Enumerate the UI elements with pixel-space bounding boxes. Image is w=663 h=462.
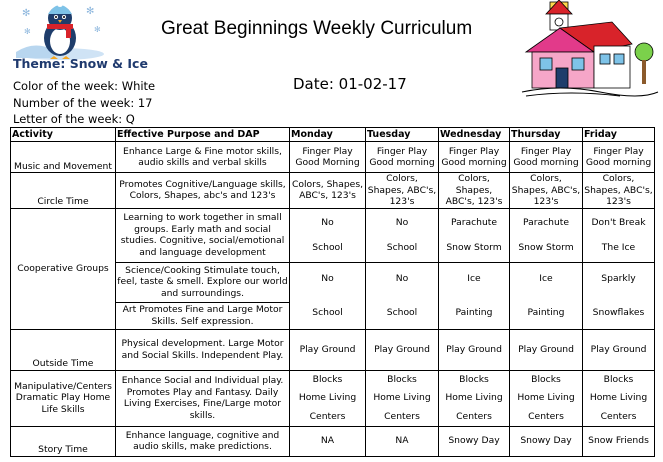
cell-line: Home Living (589, 392, 648, 404)
svg-text:✻: ✻ (24, 27, 31, 36)
curriculum-table (10, 127, 655, 457)
cell-line: Parachute (450, 216, 498, 228)
number-of-week: Number of the week: 17 (13, 96, 153, 110)
cell-line: Centers (456, 410, 492, 422)
day-cell: Colors, Shapes, ABC's, 123's (290, 173, 366, 209)
cell-line: Don't Break (591, 216, 646, 228)
activity-cell: Music and Movement (11, 142, 116, 173)
day-cell (439, 208, 510, 262)
day-cell (583, 208, 655, 262)
cell-line: No (321, 273, 334, 284)
cell-line: Blocks (312, 373, 343, 385)
cell-line: Snow Storm (518, 242, 574, 253)
cell-line: Blocks (531, 373, 561, 385)
cell-line: No (395, 273, 409, 284)
cell-line: Centers (309, 410, 346, 422)
day-cell: Finger Play Good morning (439, 142, 510, 173)
day-cell: Snow Friends (583, 426, 655, 456)
day-cell: Colors, Shapes, ABC's, 123's (439, 173, 510, 209)
day-cell (290, 208, 366, 262)
purpose-cell: Learning to work together in small groups. Early math and social studies. Cognitive, social/emotional and language development (116, 208, 290, 262)
cell-line: Centers (600, 410, 637, 422)
header-friday: Friday (583, 128, 655, 142)
day-cell (510, 262, 583, 329)
cell-line: Home Living (373, 392, 431, 404)
day-cell (366, 208, 439, 262)
day-cell: Play Ground (583, 329, 655, 370)
day-cell (583, 370, 655, 426)
table-row (11, 329, 655, 370)
day-cell (583, 262, 655, 329)
day-cell (290, 370, 366, 426)
cell-line: School (386, 242, 418, 253)
day-cell (510, 370, 583, 426)
cell-line: Ice (539, 273, 553, 284)
activity-cell: Cooperative Groups (11, 208, 116, 329)
svg-text:✻: ✻ (22, 8, 31, 19)
day-cell: Finger Play Good morning (583, 142, 655, 173)
purpose-cell: Enhance Social and Individual play. Promotes Play and Fantasy. Daily Living Exercises, Fine/Large motor skills. (116, 370, 290, 426)
purpose-cell: Enhance language, cognitive and audio skills, make predictions. (116, 426, 290, 456)
cell-line: Home Living (298, 392, 357, 404)
svg-text:✻: ✻ (86, 6, 95, 17)
cell-line: No (321, 216, 334, 228)
color-of-week: Color of the week: White (13, 79, 156, 93)
day-cell: Play Ground (366, 329, 439, 370)
cell-line: Home Living (517, 392, 575, 404)
purpose-cell: Science/Cooking Stimulate touch, feel, taste & smell. Explore our world and surroundings. (116, 262, 290, 302)
table-row (11, 142, 655, 173)
day-cell (290, 262, 366, 329)
schoolhouse-clipart (520, 0, 660, 100)
cell-line: No (395, 216, 409, 228)
header-row (11, 128, 655, 142)
day-cell: Snowy Day (510, 426, 583, 456)
day-cell: NA (366, 426, 439, 456)
activity-cell: Manipulative/Centers Dramatic Play Home Life Skills (11, 370, 116, 426)
day-cell (439, 262, 510, 329)
day-cell (510, 208, 583, 262)
penguin-clipart (14, 2, 106, 60)
cell-line: Blocks (603, 373, 634, 385)
cell-line: School (386, 306, 418, 318)
page-title: Great Beginnings Weekly Curriculum (161, 18, 473, 39)
header-activity: Activity (11, 128, 116, 142)
day-cell (366, 370, 439, 426)
purpose-cell: Physical development. Large Motor and Social Skills. Independent Play. (116, 329, 290, 370)
header-thursday: Thursday (510, 128, 583, 142)
day-cell (439, 370, 510, 426)
cell-line: Snow Storm (446, 242, 502, 253)
day-cell: Finger Play Good morning (366, 142, 439, 173)
day-cell (366, 262, 439, 329)
cell-line: Ice (467, 273, 481, 284)
day-cell: Play Ground (290, 329, 366, 370)
header-wednesday: Wednesday (439, 128, 510, 142)
day-cell: Colors, Shapes, ABC's, 123's (510, 173, 583, 209)
letter-of-week: Letter of the week: Q (13, 112, 135, 126)
day-cell: Finger Play Good Morning (290, 142, 366, 173)
day-cell: Play Ground (439, 329, 510, 370)
table-row (11, 208, 655, 262)
cell-line: Painting (527, 306, 565, 318)
day-cell: Colors, Shapes, ABC's, 123's (366, 173, 439, 209)
cell-line: Sparkly (601, 273, 636, 284)
activity-cell: Story Time (11, 426, 116, 456)
cell-line: Centers (528, 410, 564, 422)
purpose-cell: Art Promotes Fine and Large Motor Skills. Self expression. (116, 302, 290, 329)
svg-text:✻: ✻ (94, 25, 101, 34)
cell-line: School (312, 306, 343, 318)
cell-line: Painting (455, 306, 493, 318)
date-label: Date: 01-02-17 (293, 75, 407, 93)
header-purpose: Effective Purpose and DAP (116, 128, 290, 142)
header-tuesday: Tuesday (366, 128, 439, 142)
activity-cell: Outside Time (11, 329, 116, 370)
purpose-cell: Promotes Cognitive/Language skills, Colors, Shapes, abc's and 123's (116, 173, 290, 209)
activity-cell: Circle Time (11, 173, 116, 209)
cell-line: Home Living (445, 392, 503, 404)
purpose-cell: Enhance Large & Fine motor skills, audio skills and verbal skills (116, 142, 290, 173)
cell-line: Blocks (387, 373, 417, 385)
table-row (11, 173, 655, 209)
day-cell: Colors, Shapes, ABC's, 123's (584, 173, 653, 207)
day-cell: Snowy Day (439, 426, 510, 456)
header-monday: Monday (290, 128, 366, 142)
day-cell: Play Ground (510, 329, 583, 370)
cell-line: The Ice (601, 242, 636, 253)
day-cell: NA (290, 426, 366, 456)
cell-line: Centers (384, 410, 420, 422)
table-row (11, 426, 655, 456)
theme-label: Theme: Snow & Ice (13, 56, 148, 71)
cell-line: Snowflakes (592, 306, 645, 318)
cell-line: Blocks (459, 373, 489, 385)
cell-line: Parachute (522, 216, 570, 228)
day-cell: Finger Play Good morning (510, 142, 583, 173)
table-row (11, 370, 655, 426)
cell-line: School (312, 242, 343, 253)
